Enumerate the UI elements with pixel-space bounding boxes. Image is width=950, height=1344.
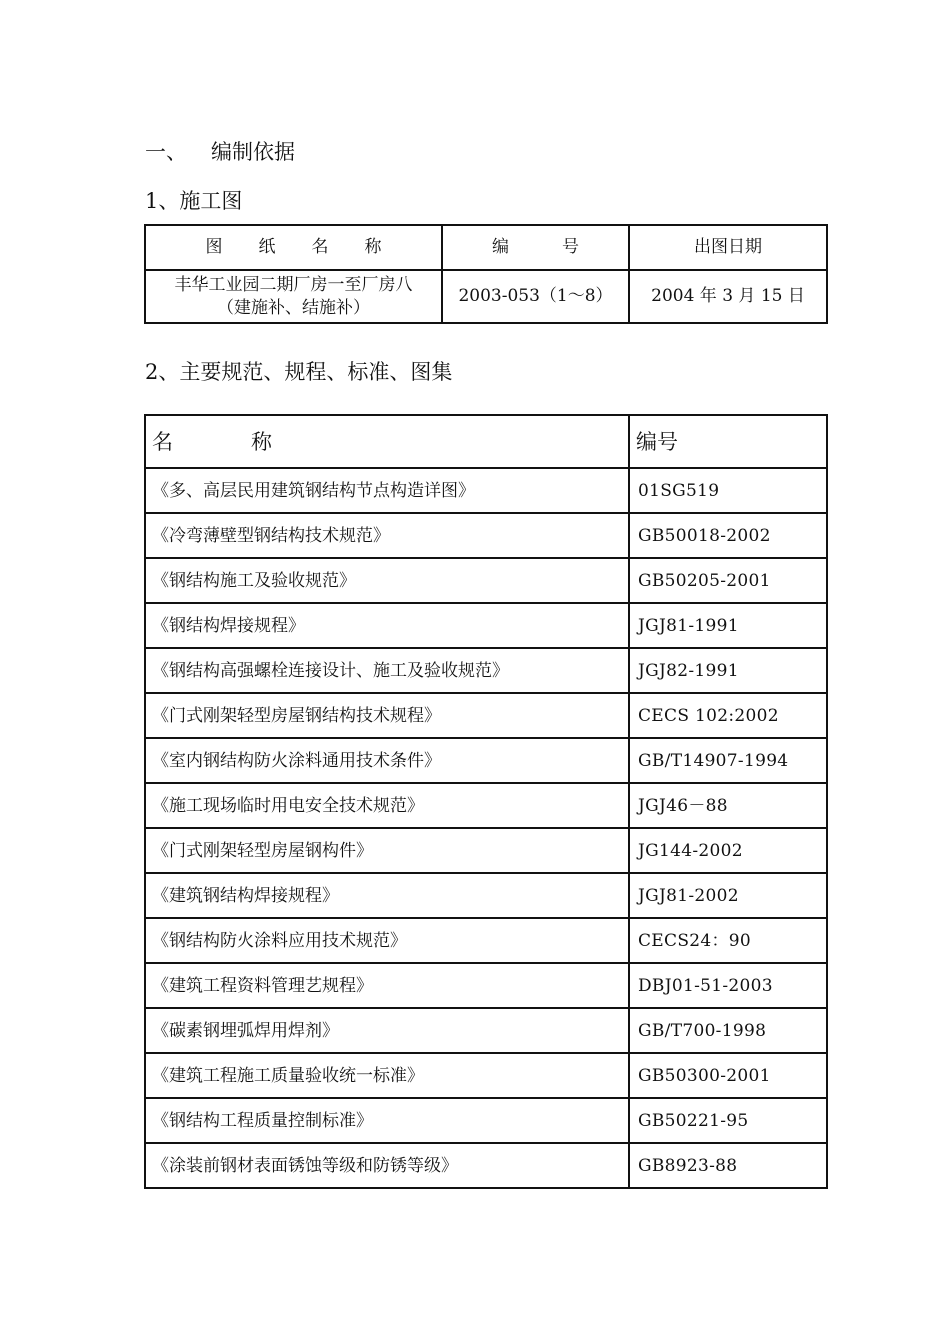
standard-name-cell: 《施工现场临时用电安全技术规范》	[145, 783, 629, 828]
standard-code-cell: JGJ81-2002	[629, 873, 827, 918]
standard-code-cell: GB8923-88	[629, 1143, 827, 1188]
standard-code-cell: JGJ46－88	[629, 783, 827, 828]
standard-name-cell: 《多、高层民用建筑钢结构节点构造详图》	[145, 468, 629, 513]
standards-table-row	[145, 963, 827, 1008]
standards-table	[144, 414, 828, 1189]
section-number: 一、	[145, 140, 187, 164]
standard-code-cell: 01SG519	[629, 468, 827, 513]
standards-table-row	[145, 1053, 827, 1098]
section-title: 编制依据	[211, 140, 295, 164]
drawing-header-name: 图 纸 名 称	[145, 225, 442, 270]
standards-table-row	[145, 1098, 827, 1143]
standard-name-cell: 《建筑工程施工质量验收统一标准》	[145, 1053, 629, 1098]
standards-table-row	[145, 468, 827, 513]
standards-table-header	[145, 415, 827, 468]
standards-table-row	[145, 648, 827, 693]
standards-table-row	[145, 693, 827, 738]
drawing-code-cell: 2003-053（1～8）	[442, 270, 629, 323]
standard-code-cell: JGJ82-1991	[629, 648, 827, 693]
standards-table-row	[145, 738, 827, 783]
standards-table-row	[145, 828, 827, 873]
standards-table-row	[145, 603, 827, 648]
subsection-standards-title: 2、主要规范、规程、标准、图集	[145, 360, 453, 384]
standard-code-cell: JGJ81-1991	[629, 603, 827, 648]
standard-code-cell: GB50205-2001	[629, 558, 827, 603]
standard-name-cell: 《门式刚架轻型房屋钢构件》	[145, 828, 629, 873]
drawing-table-header	[145, 225, 827, 270]
standard-code-cell: CECS24：90	[629, 918, 827, 963]
section-heading	[145, 138, 295, 166]
standard-code-cell: CECS 102:2002	[629, 693, 827, 738]
drawing-table	[144, 224, 828, 324]
standard-name-cell: 《涂装前钢材表面锈蚀等级和防锈等级》	[145, 1143, 629, 1188]
standard-name-cell: 《碳素钢埋弧焊用焊剂》	[145, 1008, 629, 1053]
standard-code-cell: JG144-2002	[629, 828, 827, 873]
drawing-name-cell	[145, 270, 442, 323]
standard-name-cell: 《钢结构防火涂料应用技术规范》	[145, 918, 629, 963]
drawing-name-line2: （建施补、结施补）	[217, 297, 370, 318]
standards-header-name: 名 称	[145, 415, 629, 468]
standard-name-cell: 《门式刚架轻型房屋钢结构技术规程》	[145, 693, 629, 738]
drawing-date-cell: 2004 年 3 月 15 日	[629, 270, 827, 323]
standard-name-cell: 《钢结构高强螺栓连接设计、施工及验收规范》	[145, 648, 629, 693]
subsection-drawings-title: 1、施工图	[145, 189, 243, 213]
standards-table-row	[145, 513, 827, 558]
standards-table-row	[145, 1143, 827, 1188]
standard-code-cell: GB50018-2002	[629, 513, 827, 558]
standards-table-body	[145, 468, 827, 1188]
standards-table-row	[145, 1008, 827, 1053]
standards-table-row	[145, 783, 827, 828]
standard-code-cell: GB50300-2001	[629, 1053, 827, 1098]
standards-table-row	[145, 873, 827, 918]
drawing-header-date: 出图日期	[629, 225, 827, 270]
standards-table-row	[145, 558, 827, 603]
standard-name-cell: 《钢结构工程质量控制标准》	[145, 1098, 629, 1143]
drawing-table-row	[145, 270, 827, 323]
standard-name-cell: 《室内钢结构防火涂料通用技术条件》	[145, 738, 629, 783]
standard-name-cell: 《建筑钢结构焊接规程》	[145, 873, 629, 918]
drawing-header-code: 编 号	[442, 225, 629, 270]
standards-header-code: 编号	[629, 415, 827, 468]
standard-code-cell: DBJ01-51-2003	[629, 963, 827, 1008]
standard-name-cell: 《钢结构施工及验收规范》	[145, 558, 629, 603]
standards-table-row	[145, 918, 827, 963]
drawing-name-line1: 丰华工业园二期厂房一至厂房八	[174, 274, 413, 295]
standard-code-cell: GB/T14907-1994	[629, 738, 827, 783]
standard-code-cell: GB/T700-1998	[629, 1008, 827, 1053]
standard-name-cell: 《钢结构焊接规程》	[145, 603, 629, 648]
standard-name-cell: 《冷弯薄壁型钢结构技术规范》	[145, 513, 629, 558]
standard-name-cell: 《建筑工程资料管理艺规程》	[145, 963, 629, 1008]
standard-code-cell: GB50221-95	[629, 1098, 827, 1143]
